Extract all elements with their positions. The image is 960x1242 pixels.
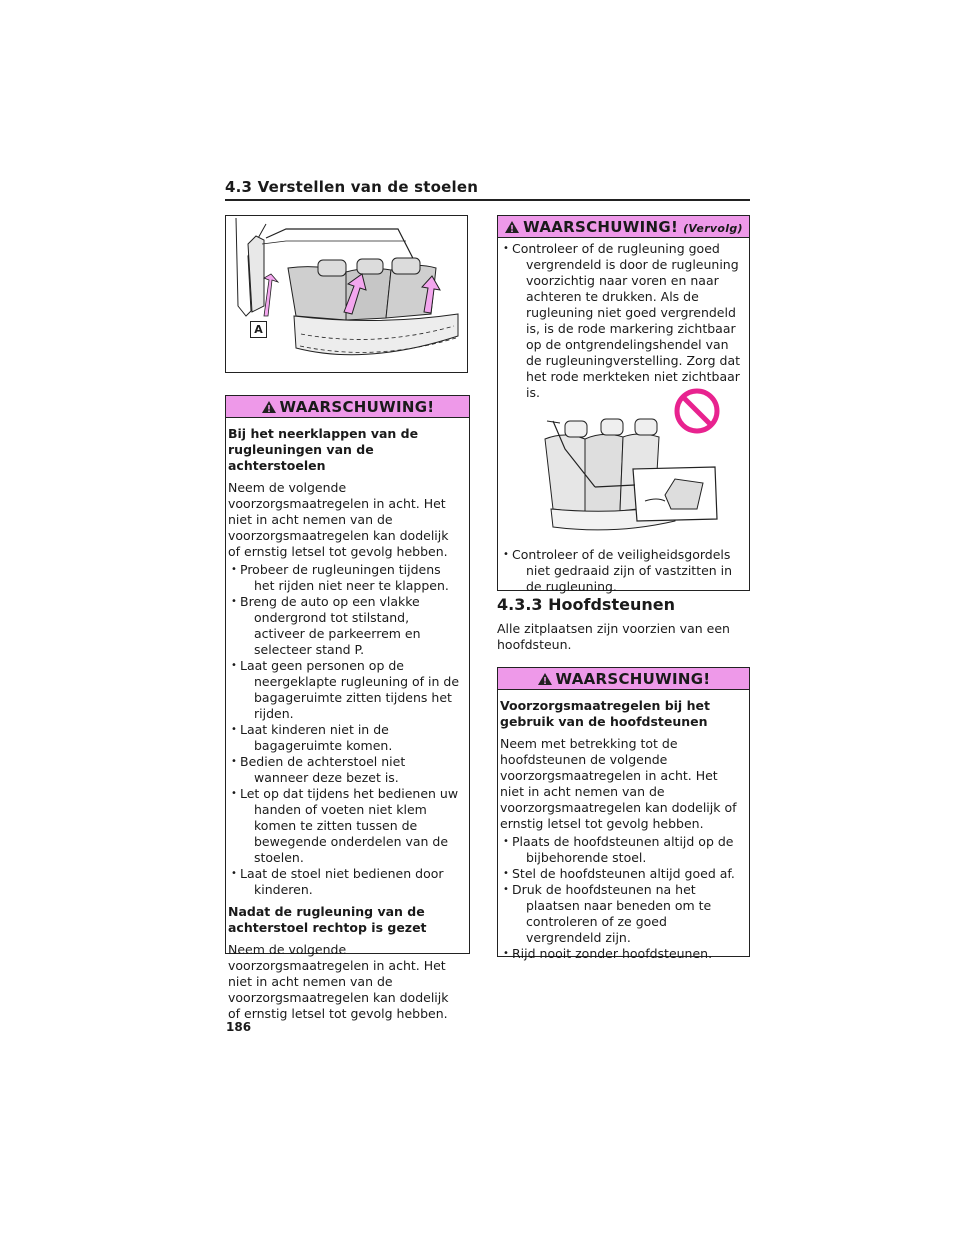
list-item: • Stel de hoofdsteunen altijd goed af. bbox=[500, 866, 741, 882]
bullet-list bbox=[500, 834, 741, 962]
warning-triangle-icon bbox=[261, 400, 277, 414]
section-intro: Alle zitplaatsen zijn voorzien van een hoofdsteun. bbox=[497, 621, 730, 652]
warning-box-rear-seats bbox=[225, 395, 470, 1021]
list-item: • Controleer of de rugleuning goed vergrendeld is door de rugleuning voorzichtig naar voren en naar achteren te drukken. Als de rugleuning niet goed vergrendeld is, is de rode markering zichtbaar op de ontgrendelingshendel van de rugleuningverstelling. Zorg dat het rode merkteken niet zichtbaar is. bbox=[500, 241, 741, 401]
list-item: • Druk de hoofdsteunen na het plaatsen naar beneden om te controleren of ze goed vergrendeld zijn. bbox=[500, 882, 741, 946]
list-item: • Laat geen personen op de neergeklapte rugleuning of in de bagageruimte zitten tijdens het rijden. bbox=[228, 658, 461, 722]
page-number: 186 bbox=[226, 1020, 252, 1034]
section-title: 4.3.3 Hoofdsteunen bbox=[497, 595, 675, 614]
chapter-header: 4.3 Verstellen van de stoelen bbox=[225, 178, 479, 196]
warning-title: WAARSCHUWING! bbox=[555, 669, 711, 688]
seat-folding-figure bbox=[225, 215, 468, 373]
warning-box-continued bbox=[497, 215, 750, 594]
warning-header bbox=[498, 216, 749, 238]
bullet-list bbox=[228, 562, 461, 898]
callout-label-a: A bbox=[250, 321, 267, 338]
warning-header bbox=[498, 668, 749, 690]
warning-title: WAARSCHUWING! bbox=[523, 217, 679, 236]
subheading: Voorzorgsmaatregelen bij het gebruik van de hoofdsteunen bbox=[500, 698, 710, 729]
warning-triangle-icon bbox=[504, 220, 520, 234]
warning-content bbox=[226, 418, 469, 1028]
warning-title: WAARSCHUWING! bbox=[279, 397, 435, 416]
subheading: Bij het neerklappen van de rugleuningen van de achterstoelen bbox=[228, 426, 419, 473]
list-item: • Laat kinderen niet in de bagageruimte komen. bbox=[228, 722, 461, 754]
header-rule bbox=[225, 199, 750, 201]
bullet-list bbox=[500, 241, 741, 401]
list-item: • Laat de stoel niet bedienen door kinderen. bbox=[228, 866, 461, 898]
warning-box-headrests bbox=[497, 667, 750, 961]
list-item: • Breng de auto op een vlakke ondergrond tot stilstand, activeer de parkeerrem en selecteer stand P. bbox=[228, 594, 461, 658]
intro-paragraph: Neem de volgende voorzorgsmaatregelen in acht. Het niet in acht nemen van de voorzorgsmaatregelen kan dodelijk of ernstig letsel tot gevolg hebben. bbox=[228, 480, 449, 559]
list-item: • Probeer de rugleuningen tijdens het rijden niet neer te klappen. bbox=[228, 562, 461, 594]
warning-triangle-icon bbox=[537, 672, 553, 686]
list-item: • Let op dat tijdens het bedienen uw handen of voeten niet klem komen te zitten tussen de bewegende onderdelen van de stoelen. bbox=[228, 786, 461, 866]
intro-paragraph: Neem met betrekking tot de hoofdsteunen de volgende voorzorgsmaatregelen in acht. Het niet in acht nemen van de voorzorgsmaatregelen kan dodelijk of ernstig letsel tot gevolg hebben. bbox=[500, 736, 737, 831]
warning-content bbox=[498, 690, 749, 972]
subheading: Nadat de rugleuning van de achterstoel rechtop is gezet bbox=[228, 904, 427, 935]
warning-header bbox=[226, 396, 469, 418]
list-item: • Bedien de achterstoel niet wanneer deze bezet is. bbox=[228, 754, 461, 786]
rear-seat-illustration bbox=[226, 216, 468, 373]
prohibition-icon bbox=[672, 386, 722, 440]
list-item: • Plaats de hoofdsteunen altijd op de bijbehorende stoel. bbox=[500, 834, 741, 866]
list-item: • Rijd nooit zonder hoofdsteunen. bbox=[500, 946, 741, 962]
continued-label: (Vervolg) bbox=[683, 222, 743, 235]
list-item: • Controleer of de veiligheidsgordels niet gedraaid zijn of vastzitten in de rugleuning. bbox=[500, 547, 741, 595]
intro-paragraph: Neem de volgende voorzorgsmaatregelen in acht. Het niet in acht nemen van de voorzorgsmaatregelen kan dodelijk of ernstig letsel tot gevolg hebben. bbox=[228, 942, 449, 1021]
bullet-list bbox=[500, 547, 741, 595]
